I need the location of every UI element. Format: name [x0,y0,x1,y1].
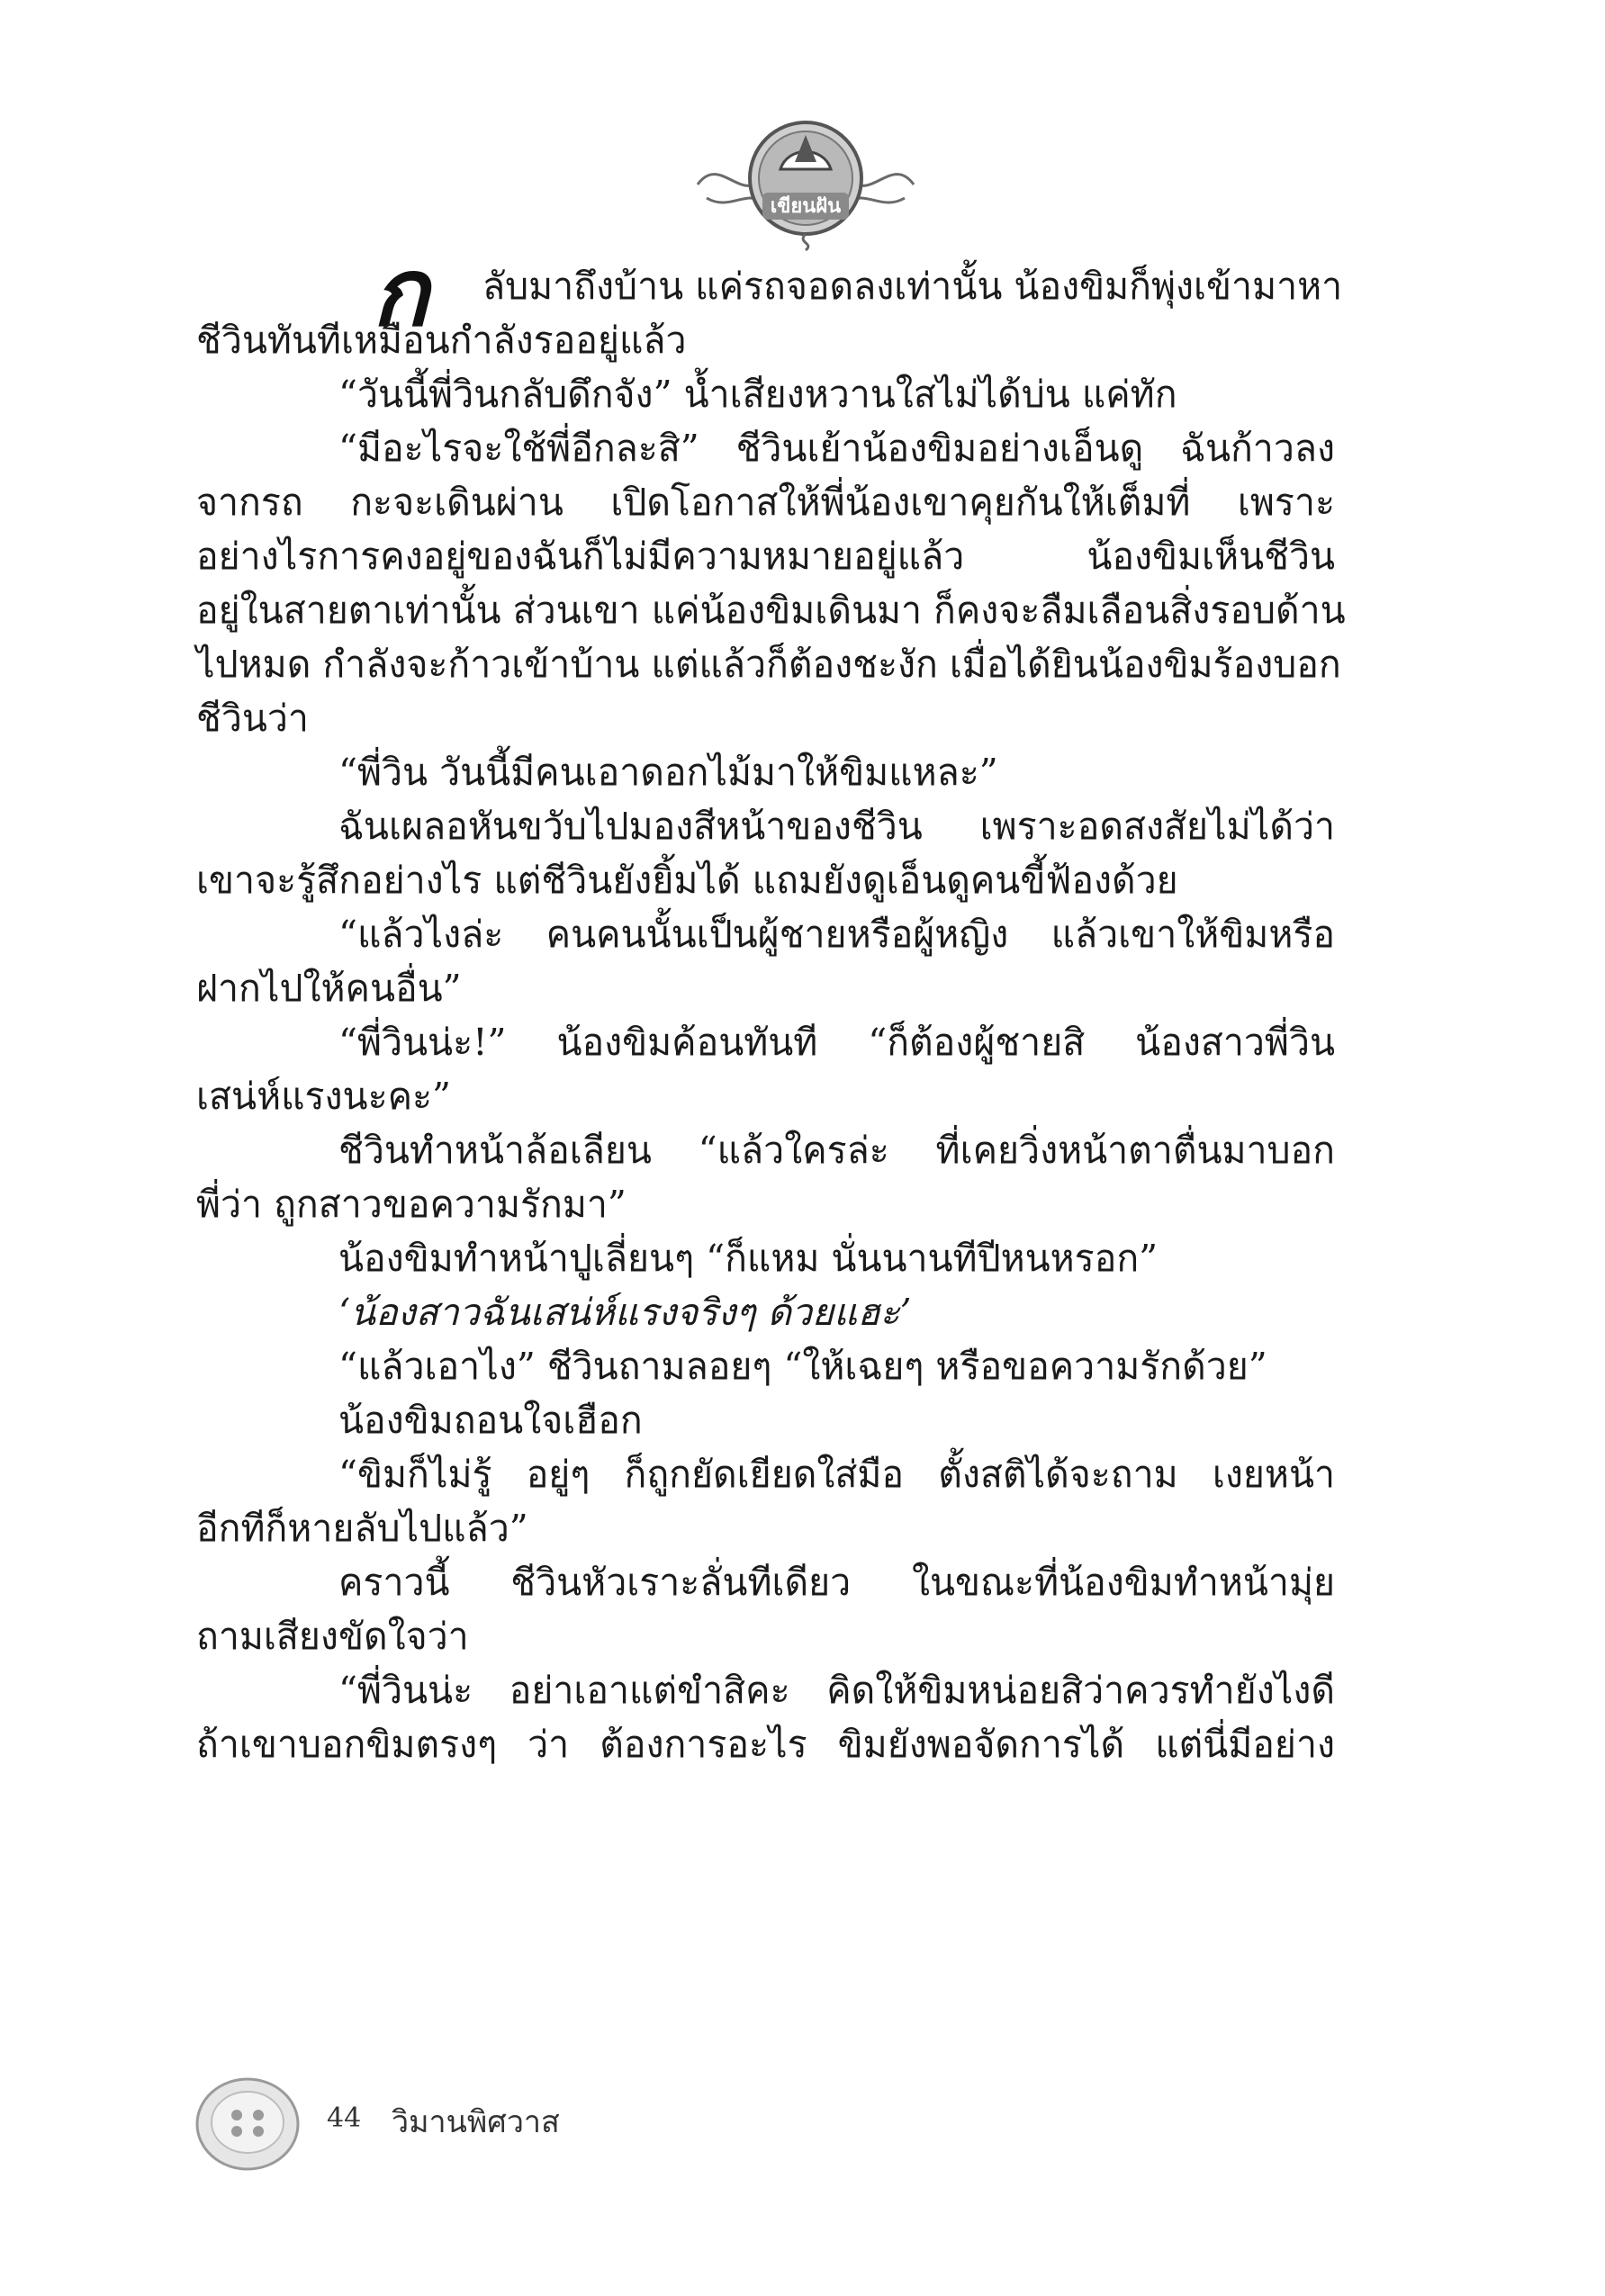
text-line: อย่างไรการคงอยู่ของฉันก็ไม่มีความหมายอยู่แล้ว น้องขิมเห็นชีวิน [196,535,1335,578]
text-line: ลับมาถึงบ้าน แค่รถจอดลงเท่านั้น น้องขิมก็พุ่งเข้ามาหา [482,265,1343,308]
text-line: อยู่ในสายตาเท่านั้น ส่วนเขา แค่น้องขิมเดินมา ก็คงจะลืมเลือนสิ่งรอบด้าน [196,589,1346,632]
text-line: ‘น้องสาวฉันเสน่ห์แรงจริงๆ ด้วยแฮะ’ [338,1291,912,1334]
text-line: ฉันเผลอหันขวับไปมองสีหน้าของชีวิน เพราะอดสงสัยไม่ได้ว่า [338,805,1335,848]
page-number: 44 [327,2102,362,2134]
text-line: ชีวินว่า [196,697,309,740]
text-line: คราวนี้ ชีวินหัวเราะลั่นทีเดียว ในขณะที่น้องขิมทำหน้ามุ่ย [338,1561,1335,1604]
text-line: พี่ว่า ถูกสาวขอความรักมา” [196,1183,627,1226]
ornament-emblem-icon [680,99,932,252]
text-line: “วันนี้พี่วินกลับดึกจัง” น้ำเสียงหวานใสไม่ได้บ่น แค่ทัก [338,373,1177,416]
ornament-label: เขียนฝัน [770,195,842,218]
text-line: เขาจะรู้สึกอย่างไร แต่ชีวินยังยิ้มได้ แถมยังดูเอ็นดูคนขี้ฟ้องด้วย [196,859,1178,902]
text-line: น้องขิมทำหน้าปูเลี่ยนๆ “ก็แหม นั่นนานทีปีหนหรอก” [338,1237,1159,1280]
text-line: “มีอะไรจะใช้พี่อีกละสิ” ชีวินเย้าน้องขิมอย่างเอ็นดู ฉันก้าวลง [338,427,1335,470]
text-line: ไปหมด กำลังจะก้าวเข้าบ้าน แต่แล้วก็ต้องชะงัก เมื่อได้ยินน้องขิมร้องบอก [196,643,1341,686]
page-footer [194,2070,914,2178]
text-line: ชีวินทำหน้าล้อเลียน “แล้วใครล่ะ ที่เคยวิ่งหน้าตาตื่นมาบอก [338,1129,1335,1172]
text-line: น้องขิมถอนใจเฮือก [338,1399,643,1442]
drop-cap: ก [372,238,428,347]
text-line: เสน่ห์แรงนะคะ” [196,1075,452,1118]
text-line: จากรถ กะจะเดินผ่าน เปิดโอกาสให้พี่น้องเขาคุยกันให้เต็มที่ เพราะ [196,481,1335,524]
book-title: วิมานพิศวาส [392,2104,560,2140]
text-line: ฝากไปให้คนอื่น” [196,967,462,1010]
text-line: “พี่วินน่ะ อย่าเอาแต่ขำสิคะ คิดให้ขิมหน่อยสิว่าควรทำยังไงดี [338,1669,1335,1712]
text-line: ถ้าเขาบอกขิมตรงๆ ว่า ต้องการอะไร ขิมยังพอจัดการได้ แต่นี่มีอย่าง [196,1723,1335,1766]
text-line: “พี่วิน วันนี้มีคนเอาดอกไม้มาให้ขิมแหละ” [338,751,998,794]
text-line: “แล้วไงล่ะ คนคนนั้นเป็นผู้ชายหรือผู้หญิง แล้วเขาให้ขิมหรือ [338,913,1335,956]
text-line: ถามเสียงขัดใจว่า [196,1615,469,1658]
text-line: “พี่วินน่ะ!” น้องขิมค้อนทันที “ก็ต้องผู้ชายสิ น้องสาวพี่วิน [338,1021,1335,1064]
text-line: อีกทีก็หายลับไปแล้ว” [196,1507,528,1550]
button-icon [194,2070,302,2178]
text-line: “ขิมก็ไม่รู้ อยู่ๆ ก็ถูกยัดเยียดใส่มือ ตั้งสติได้จะถาม เงยหน้า [338,1453,1335,1496]
text-line: “แล้วเอาไง” ชีวินถามลอยๆ “ให้เฉยๆ หรือขอความรักด้วย” [338,1345,1267,1388]
text-line: ชีวินทันทีเหมือนกำลังรออยู่แล้ว [196,319,687,362]
